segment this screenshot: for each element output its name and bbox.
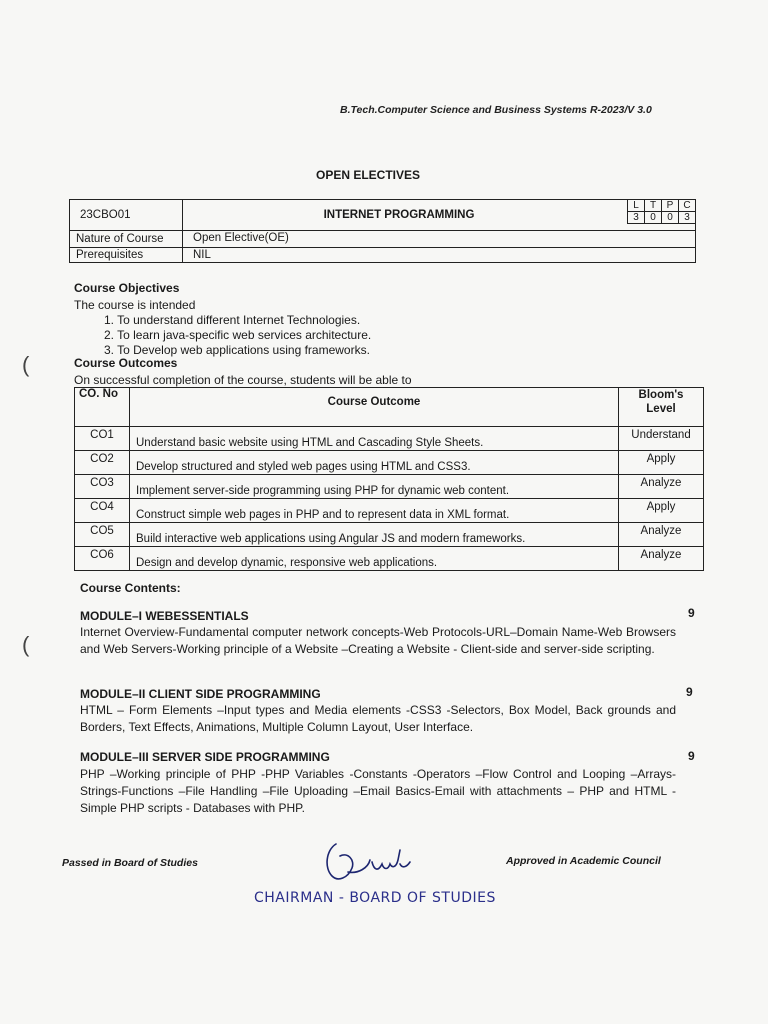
- co-text: Design and develop dynamic, responsive web applications.: [130, 547, 619, 571]
- prereq-label: Prerequisites: [70, 248, 183, 263]
- nature-label: Nature of Course: [70, 231, 183, 248]
- outcome-row: [75, 523, 704, 547]
- course-code: 23CBO01: [70, 200, 183, 231]
- ltpc-value: 0: [645, 212, 662, 224]
- course-title-cell: [183, 200, 696, 231]
- col-co-no: CO. No: [75, 388, 130, 427]
- document-reference: B.Tech.Computer Science and Business Systems R-2023/V 3.0: [340, 104, 652, 116]
- co-number: CO6: [75, 547, 130, 571]
- module-title: MODULE–III SERVER SIDE PROGRAMMING: [80, 750, 330, 764]
- ltpc-table: [627, 199, 696, 224]
- co-level: Understand: [619, 427, 704, 451]
- ltpc-value: 0: [662, 212, 679, 224]
- course-title: INTERNET PROGRAMMING: [323, 209, 475, 221]
- co-level: Analyze: [619, 523, 704, 547]
- module-body: PHP –Working principle of PHP -PHP Variables -Constants -Operators –Flow Control and Looping –Arrays-Strings-Functions –File Handling –File Uploading –Email Basics-Email with attachments – PHP and HTML - Simple PHP scripts - Databases with PHP.: [80, 767, 676, 815]
- module-hours: 9: [688, 606, 695, 620]
- ltpc-value: 3: [628, 212, 645, 224]
- outcomes-intro: On successful completion of the course, students will be able to: [74, 373, 412, 387]
- ltpc-label: T: [645, 200, 662, 212]
- margin-mark: (: [22, 632, 30, 657]
- objective-item: 1. To understand different Internet Technologies.: [104, 313, 361, 327]
- module-body: HTML – Form Elements –Input types and Media elements -CSS3 -Selectors, Box Model, Back grounds and Borders, Text Effects, Animations, Multiple Column Layout, User Interface.: [80, 703, 676, 734]
- co-number: CO4: [75, 499, 130, 523]
- co-level: Analyze: [619, 475, 704, 499]
- outcomes-table: [74, 387, 704, 571]
- outcome-row: [75, 547, 704, 571]
- ltpc-label: P: [662, 200, 679, 212]
- outcomes-heading: Course Outcomes: [74, 356, 178, 370]
- co-number: CO3: [75, 475, 130, 499]
- co-number: CO5: [75, 523, 130, 547]
- chairman-stamp: CHAIRMAN - BOARD OF STUDIES: [254, 890, 496, 906]
- module-title: MODULE–II CLIENT SIDE PROGRAMMING: [80, 687, 321, 701]
- co-number: CO1: [75, 427, 130, 451]
- objectives-heading: Course Objectives: [74, 281, 180, 295]
- objective-item: 2. To learn java-specific web services architecture.: [104, 328, 372, 342]
- contents-heading: Course Contents:: [80, 581, 181, 595]
- co-text: Build interactive web applications using Angular JS and modern frameworks.: [130, 523, 619, 547]
- footer-approved: Approved in Academic Council: [506, 855, 661, 867]
- co-text: Implement server-side programming using PHP for dynamic web content.: [130, 475, 619, 499]
- co-number: CO2: [75, 451, 130, 475]
- outcome-row: [75, 475, 704, 499]
- outcome-row: [75, 499, 704, 523]
- signature-graphic: [318, 838, 414, 888]
- col-course-outcome: Course Outcome: [130, 388, 619, 427]
- module-hours: 9: [686, 685, 693, 699]
- margin-mark: (: [22, 352, 30, 377]
- course-info-table: [69, 199, 696, 263]
- module-hours: 9: [688, 749, 695, 763]
- co-level: Analyze: [619, 547, 704, 571]
- co-level: Apply: [619, 451, 704, 475]
- outcome-row: [75, 427, 704, 451]
- objective-item: 3. To Develop web applications using frameworks.: [104, 343, 370, 357]
- co-text: Understand basic website using HTML and Cascading Style Sheets.: [130, 427, 619, 451]
- ltpc-label: L: [628, 200, 645, 212]
- co-text: Develop structured and styled web pages using HTML and CSS3.: [130, 451, 619, 475]
- co-level: Apply: [619, 499, 704, 523]
- ltpc-value: 3: [679, 212, 696, 224]
- co-text: Construct simple web pages in PHP and to represent data in XML format.: [130, 499, 619, 523]
- objectives-intro: The course is intended: [74, 298, 196, 312]
- outcome-row: [75, 451, 704, 475]
- nature-value: Open Elective(OE): [183, 231, 696, 248]
- footer-passed: Passed in Board of Studies: [62, 857, 198, 869]
- module-title: MODULE–I WEBESSENTIALS: [80, 609, 249, 623]
- section-title: OPEN ELECTIVES: [316, 168, 421, 182]
- ltpc-label: C: [679, 200, 696, 212]
- col-blooms-level: Bloom's Level: [619, 388, 704, 427]
- prereq-value: NIL: [183, 248, 696, 263]
- module-body: Internet Overview-Fundamental computer network concepts-Web Protocols-URL–Domain Name-Web Browsers and Web Servers-Working principle of a Website –Creating a Website - Client-side and server-side scripting.: [80, 625, 676, 656]
